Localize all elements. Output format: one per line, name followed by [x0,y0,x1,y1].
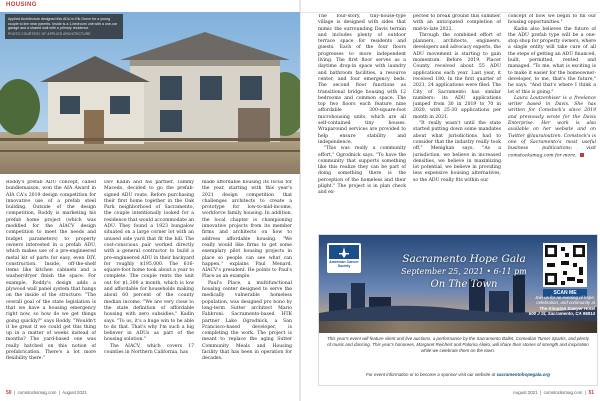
right-page-number: 51 [588,390,594,396]
sword-logo-icon [329,245,359,259]
paragraph: Through the combined effort of planners, architects, engineers, developers and advocacy experts, the ADU movement is starting to gain momentum. Before 2019, Placer County received about 55 ADU applications each year. Last year, it received 180. In the first quarter of 2021, 24 applications were filed. The City of Sacramento has similar numbers: its ADU applications jumped from 30 in 2019 to 70 in 2020, with 25-30 applications per month in 2021. [413,32,501,120]
paragraph: The four-story, tiny-house-type village is designed with sides that mimic the surrounding Davis terrain and includes plenty of outdoor terrace space for residents and guests. Each of the four floors progresses to more independent living. The first floor serves as a daytime drop-in space with laundry and bathroom facilities, a resource center, and four emergency beds. The second floor functions as transitional bridge housing with 12 bedrooms and common space. The top two floors each feature nine affordable 300-square-foot microhousing units, which are all self-contained tiny houses. Wraparound services are provided to help ensure stability and independence. [318,14,406,145]
author-bio [508,96,596,159]
paragraph: Dov Kadin and his partner, Tammy Macedo, decided to go the prefab-signed ADU route. Before purchasing their first home together in the Oak Park neighborhood of Sacramento, the couple intentionally looked for a residence that would accommodate an ADU. They found a 1923 bungalow situated on a large corner lot with an unused side yard that fit the bill. The cost-conscious pair worked directly with a general contractor to build a pre-engineered ADU in their backyard for roughly $195,000. The 616-square-foot home took about a year to complete. The couple rents the unit out for $1,300 a month, which is low and affordable for households making about 60 percent of the county median income. "We are very close to the state definition of affordable housing with zero subsidies," Kadin says. "To us, it's a huge win to be able to do that. That's why I'm such a big believer in ADUs as part of the housing solution." [104,180,194,343]
paragraph: concept of how we begin to fill our housing opportunities." [508,14,596,26]
right-column-2 [413,14,501,229]
gala-advertisement[interactable] [318,234,598,386]
event-title: Sacramento Hope Gala [402,253,526,265]
section-label: HOUSING [6,2,37,8]
author-bio-text: is a freelance writer based in Davis. She has written for Comstock's since 2019 and previously wrote for the Davis Enterprise. Her work is also available on her website and on Twitter @lauraloutzen. [508,95,596,139]
event-subtitle: On The Town [430,279,498,290]
caption-text: Applied Architecture designed this ADU in Elk Grove for a young couple to live near parents. Inside is a 1-bedroom unit with a one-car garage and a shared wall with a primary residence. [8,17,118,31]
paragraph: "It really wasn't until the state started putting down some mandates about what jurisdictions had to consider that the industry really took off," Menighan says. "As a jurisdiction, we believe in increased densities, we believe in maximizing lot potential, we believe in providing less expensive housing alternatives, so the ADU really fits within our [413,121,501,183]
ad-description: This year's event will feature silent and live auctions, a performance by the Sacramento Ballet, Comedian Turner Sparks, and plenty of music and dancing. This year's honorees, Margaret Reichert and Paloma Aloko, will share their stories of strength and inspiration while we celebrate them on the town. [327,336,589,353]
left-column-2 [104,180,194,385]
event-date: September 25, 2021 • 6-11 pm [401,267,527,276]
acs-logo [327,243,361,273]
author-name: Laura Loutzenhiser [514,95,561,101]
right-issue: August 2021 [512,390,538,395]
ad-url-text: For event information or to become a sponsor visit our website at [365,372,496,377]
left-column-1 [6,180,96,385]
right-column-3 [508,14,596,229]
left-page-number: 50 [6,390,12,396]
invite-line: Join us for an evening of hope, celebration, and community at [534,295,595,306]
paragraph: Paul's Place, a multifunctional housing center designed to serve the medically vulnerable homeless population, was designed pro bono by long-term Sutter architect Mario Fabbroni. Sacramento-based HTK partner Lake Ogrodnick, a San Francisco-based developer, is completing the work. The project is meant to replace the aging Sutter Community Meals and Housing facility that has been in operation for decades. [202,280,292,362]
paragraph: Roddy's prefab ADU concept, called bundlemaison, won the AIA Award in AIA CA's 2019 design competition for innovative use of a prefab steel building. Outside of the design competition, Roddy is marketing his prefab home project (which was modified for the AIACV design competition to meet the needs and budget parameters) to property owners interested in a prefab ADU, which makes use of a pre-engineered metal kit of parts for easy, even DIY, construction. Inside, off-the-shelf items like kitchen cabinets and a washer/dryer finish the space. For example, Roddy's design adds a plywood wall panel system that hangs on the inside of the structure. "The overall goal of the state legislation is that we have a housing emergency right now, so how do we get things going quickly?" says Roddy. "Wouldn't it be great if we could get this thing up in a matter of weeks instead of months? The yard-based one was really hatched on this notion of prefabrication. There's a lot more flexibility there." [6,180,96,362]
right-site: comstocksmag.com [543,390,583,395]
paragraph: The AIACV, which covers 17 counties in Northern California, has [104,343,194,356]
acs-name: American Cancer Society [329,260,359,269]
photo-caption [5,14,123,39]
venue-name: The Kimpton Sawyer Hotel [539,305,595,311]
right-footer: August 2021 | comstocksmag.com | 51 [512,390,594,396]
paragraph: made affordable housing its focus for the year, starting with this year's 2021 design competition that challenges architects to create a prototype for low-to-mid-income, workforce family housing. In addition, the local chapter is championing innovative projects from its member firms and architects on how to address affordable housing. "We really would like firms to get some exemplary pilot housing projects in place so people can see what can happen," explains Paul Menard, AIACV's president. He points to Paul's Place as an example. [202,180,292,280]
ad-stripe [319,321,597,333]
invite-text [525,295,595,317]
left-column-3 [202,180,292,385]
qr-code-icon[interactable] [543,243,587,287]
photo-credit: PHOTO COURTESY OF APPLIED ARCHITECTURE [8,31,91,36]
scan-me-label: SCAN ME [543,289,587,297]
left-issue: August 2021 [62,390,87,395]
end-mark-icon [580,153,584,157]
ad-url-line [325,372,591,378]
venue-address: 500 J St, Sacramento, CA 95814 [528,311,595,317]
right-column-1 [318,14,406,229]
paragraph: pected to break ground this summer, with an anticipated completion of mid-to-late 2022. [413,14,501,32]
left-site: comstocksmag.com [17,390,57,395]
paragraph: Kadin also believes the future of the ADU prefab type will be a one-stop shop for property owners, where a single entity will take care of all the steps of getting an ADU financed, built, permitted, rented and managed. "To me, what is exciting is to make it easier for the homeowner-developer, to me, that's the future," he says. "And that's where I think a lot of this is going." [508,26,596,95]
paragraph: "This was really a community effort," Ogrodnick says. "To have the community that supports something like this realize they can be part of doing something there is the perception of the homeless and their plight." The project is in plan check and ex- [318,146,406,196]
left-footer: 50 | comstocksmag.com | August 2021 [6,390,87,396]
author-bio-more: Comstock's is one of Sacramento's most useful business publications; visit comstocksmag.com for more. [508,133,596,159]
ad-url-link[interactable]: sacramentohopegala.org [496,372,551,377]
